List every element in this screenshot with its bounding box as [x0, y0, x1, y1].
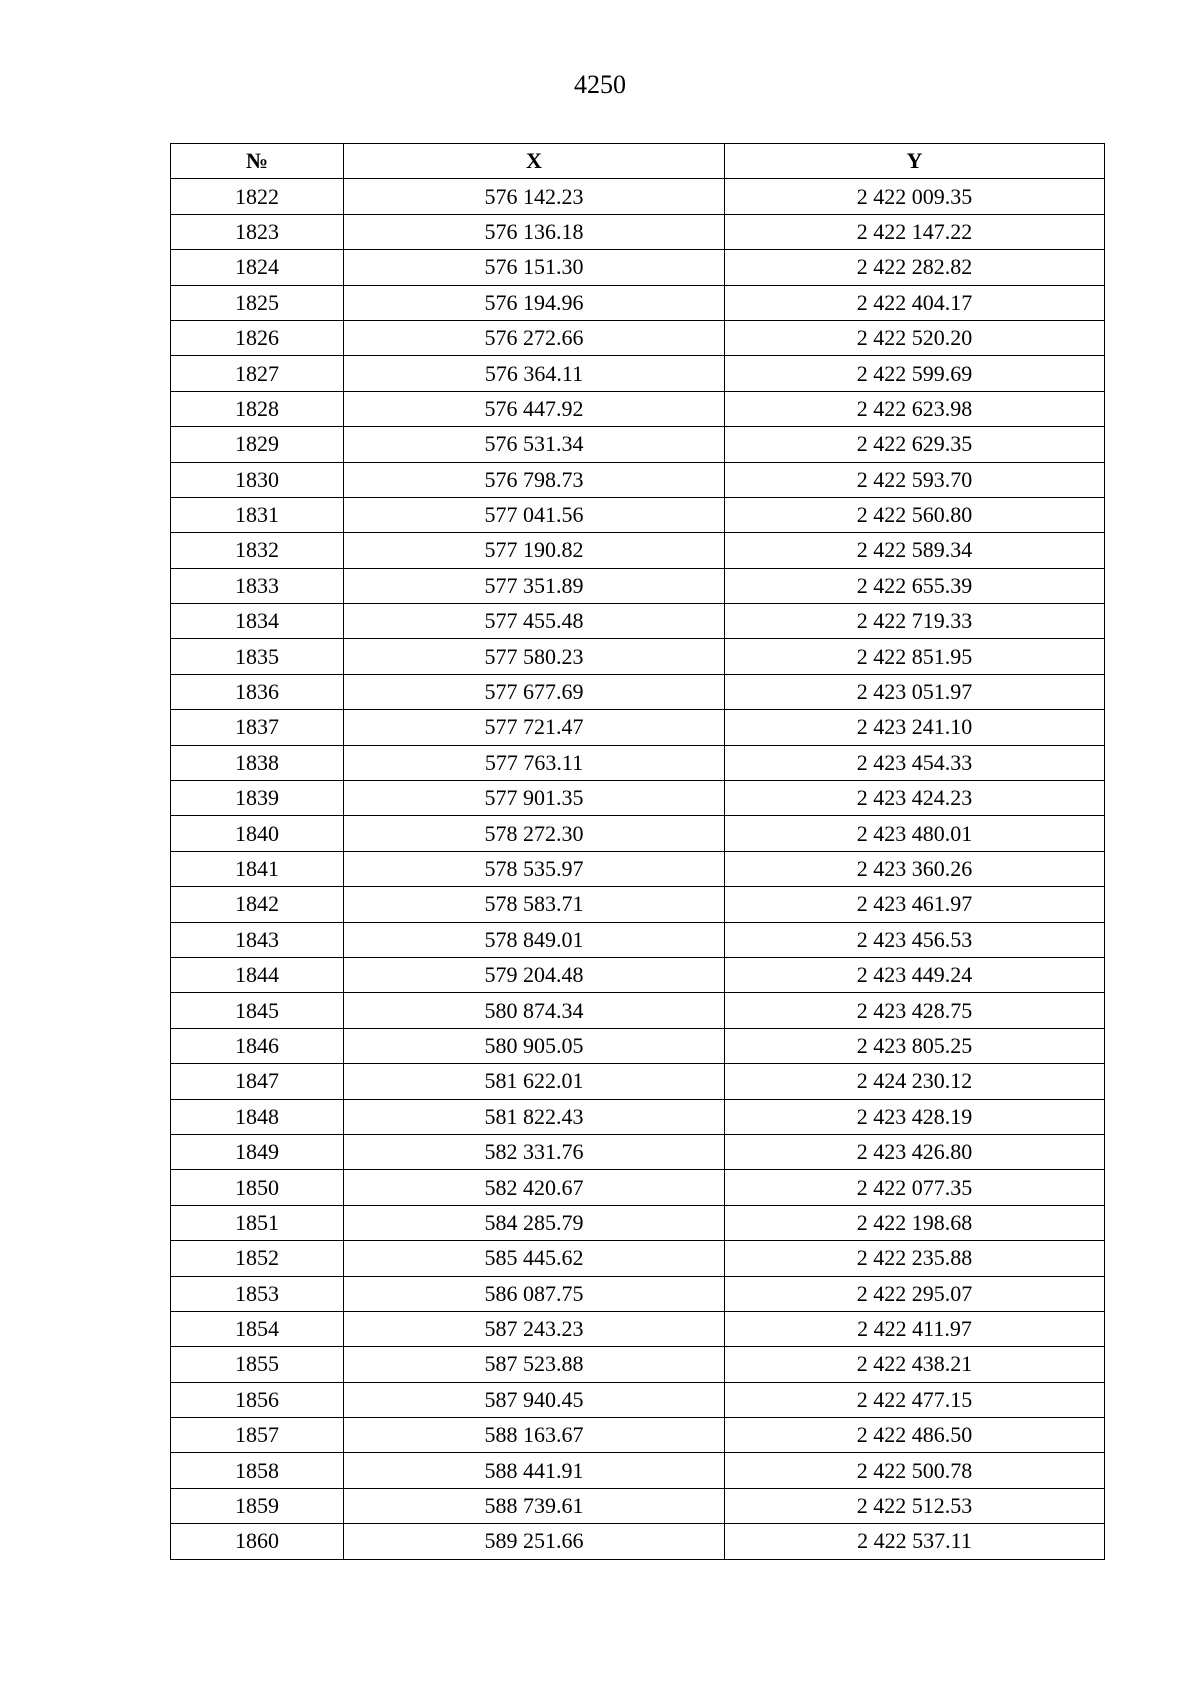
cell-number: 1826: [171, 320, 344, 355]
table-row: [171, 320, 1105, 355]
cell-y: 2 423 449.24: [725, 957, 1105, 992]
cell-y: 2 423 051.97: [725, 674, 1105, 709]
cell-number: 1828: [171, 391, 344, 426]
cell-number: 1830: [171, 462, 344, 497]
cell-number: 1850: [171, 1170, 344, 1205]
table-row: [171, 1170, 1105, 1205]
cell-number: 1852: [171, 1241, 344, 1276]
cell-x: 578 535.97: [344, 851, 725, 886]
cell-number: 1823: [171, 214, 344, 249]
cell-number: 1843: [171, 922, 344, 957]
cell-number: 1836: [171, 674, 344, 709]
cell-number: 1833: [171, 568, 344, 603]
cell-x: 576 272.66: [344, 320, 725, 355]
cell-x: 576 531.34: [344, 427, 725, 462]
cell-x: 581 622.01: [344, 1064, 725, 1099]
table-row: [171, 922, 1105, 957]
cell-x: 584 285.79: [344, 1205, 725, 1240]
table-row: [171, 1028, 1105, 1063]
cell-y: 2 422 404.17: [725, 285, 1105, 320]
cell-x: 582 420.67: [344, 1170, 725, 1205]
cell-y: 2 422 560.80: [725, 497, 1105, 532]
cell-x: 585 445.62: [344, 1241, 725, 1276]
cell-number: 1856: [171, 1382, 344, 1417]
table-row: [171, 957, 1105, 992]
cell-y: 2 422 589.34: [725, 533, 1105, 568]
page-number: 4250: [574, 70, 626, 99]
table-row: [171, 1382, 1105, 1417]
table-row: [171, 568, 1105, 603]
table-row: [171, 1453, 1105, 1488]
table-row: [171, 1241, 1105, 1276]
table-row: [171, 391, 1105, 426]
cell-y: 2 422 512.53: [725, 1488, 1105, 1523]
cell-number: 1848: [171, 1099, 344, 1134]
cell-y: 2 422 477.15: [725, 1382, 1105, 1417]
cell-x: 576 136.18: [344, 214, 725, 249]
cell-y: 2 423 426.80: [725, 1134, 1105, 1169]
table-row: [171, 887, 1105, 922]
table-row: [171, 497, 1105, 532]
header-number: №: [171, 144, 344, 179]
cell-number: 1857: [171, 1418, 344, 1453]
cell-x: 577 721.47: [344, 710, 725, 745]
cell-number: 1851: [171, 1205, 344, 1240]
cell-number: 1829: [171, 427, 344, 462]
cell-x: 576 798.73: [344, 462, 725, 497]
table-row: [171, 533, 1105, 568]
table-row: [171, 781, 1105, 816]
cell-y: 2 422 593.70: [725, 462, 1105, 497]
cell-x: 581 822.43: [344, 1099, 725, 1134]
cell-number: 1849: [171, 1134, 344, 1169]
table-row: [171, 745, 1105, 780]
cell-number: 1824: [171, 250, 344, 285]
table-row: [171, 993, 1105, 1028]
table-row: [171, 427, 1105, 462]
cell-x: 578 583.71: [344, 887, 725, 922]
cell-number: 1847: [171, 1064, 344, 1099]
cell-number: 1825: [171, 285, 344, 320]
table-body: [171, 179, 1105, 1559]
cell-number: 1842: [171, 887, 344, 922]
cell-number: 1840: [171, 816, 344, 851]
table-row: [171, 639, 1105, 674]
cell-y: 2 422 599.69: [725, 356, 1105, 391]
cell-y: 2 422 537.11: [725, 1524, 1105, 1559]
cell-y: 2 422 198.68: [725, 1205, 1105, 1240]
cell-number: 1832: [171, 533, 344, 568]
cell-number: 1845: [171, 993, 344, 1028]
header-y: Y: [725, 144, 1105, 179]
cell-x: 587 940.45: [344, 1382, 725, 1417]
cell-x: 587 243.23: [344, 1311, 725, 1346]
cell-number: 1855: [171, 1347, 344, 1382]
table-row: [171, 1311, 1105, 1346]
cell-number: 1822: [171, 179, 344, 214]
cell-y: 2 423 454.33: [725, 745, 1105, 780]
cell-y: 2 424 230.12: [725, 1064, 1105, 1099]
cell-y: 2 422 295.07: [725, 1276, 1105, 1311]
cell-number: 1858: [171, 1453, 344, 1488]
table-row: [171, 1205, 1105, 1240]
cell-y: 2 423 428.19: [725, 1099, 1105, 1134]
table-row: [171, 816, 1105, 851]
cell-x: 577 763.11: [344, 745, 725, 780]
cell-number: 1854: [171, 1311, 344, 1346]
cell-x: 576 194.96: [344, 285, 725, 320]
cell-y: 2 422 009.35: [725, 179, 1105, 214]
cell-number: 1834: [171, 604, 344, 639]
cell-x: 580 905.05: [344, 1028, 725, 1063]
cell-y: 2 422 851.95: [725, 639, 1105, 674]
cell-x: 587 523.88: [344, 1347, 725, 1382]
cell-x: 589 251.66: [344, 1524, 725, 1559]
cell-y: 2 422 486.50: [725, 1418, 1105, 1453]
table-row: [171, 1488, 1105, 1523]
cell-y: 2 422 623.98: [725, 391, 1105, 426]
cell-number: 1838: [171, 745, 344, 780]
cell-x: 580 874.34: [344, 993, 725, 1028]
cell-x: 577 677.69: [344, 674, 725, 709]
table-row: [171, 1418, 1105, 1453]
cell-y: 2 422 147.22: [725, 214, 1105, 249]
table-row: [171, 214, 1105, 249]
cell-y: 2 422 411.97: [725, 1311, 1105, 1346]
cell-x: 586 087.75: [344, 1276, 725, 1311]
cell-number: 1853: [171, 1276, 344, 1311]
table-row: [171, 179, 1105, 214]
table-row: [171, 1064, 1105, 1099]
cell-number: 1860: [171, 1524, 344, 1559]
cell-y: 2 422 655.39: [725, 568, 1105, 603]
cell-x: 577 041.56: [344, 497, 725, 532]
cell-x: 576 447.92: [344, 391, 725, 426]
cell-number: 1837: [171, 710, 344, 745]
table-row: [171, 250, 1105, 285]
table-header-row: [171, 144, 1105, 179]
table-row: [171, 604, 1105, 639]
table-row: [171, 462, 1105, 497]
cell-y: 2 423 424.23: [725, 781, 1105, 816]
cell-x: 588 163.67: [344, 1418, 725, 1453]
table-row: [171, 285, 1105, 320]
cell-x: 576 142.23: [344, 179, 725, 214]
table-row: [171, 1134, 1105, 1169]
cell-x: 582 331.76: [344, 1134, 725, 1169]
cell-x: 576 364.11: [344, 356, 725, 391]
cell-y: 2 423 360.26: [725, 851, 1105, 886]
cell-x: 578 849.01: [344, 922, 725, 957]
cell-y: 2 422 500.78: [725, 1453, 1105, 1488]
table-row: [171, 674, 1105, 709]
cell-x: 577 190.82: [344, 533, 725, 568]
cell-number: 1827: [171, 356, 344, 391]
cell-number: 1839: [171, 781, 344, 816]
cell-y: 2 423 805.25: [725, 1028, 1105, 1063]
cell-x: 576 151.30: [344, 250, 725, 285]
table-row: [171, 1524, 1105, 1559]
cell-x: 579 204.48: [344, 957, 725, 992]
cell-x: 578 272.30: [344, 816, 725, 851]
cell-x: 588 441.91: [344, 1453, 725, 1488]
cell-y: 2 422 077.35: [725, 1170, 1105, 1205]
cell-y: 2 423 428.75: [725, 993, 1105, 1028]
cell-number: 1844: [171, 957, 344, 992]
table-row: [171, 851, 1105, 886]
table-row: [171, 1347, 1105, 1382]
cell-y: 2 422 629.35: [725, 427, 1105, 462]
cell-y: 2 423 461.97: [725, 887, 1105, 922]
cell-x: 577 901.35: [344, 781, 725, 816]
cell-x: 577 580.23: [344, 639, 725, 674]
cell-y: 2 422 719.33: [725, 604, 1105, 639]
cell-y: 2 423 456.53: [725, 922, 1105, 957]
cell-y: 2 422 520.20: [725, 320, 1105, 355]
cell-number: 1831: [171, 497, 344, 532]
cell-number: 1846: [171, 1028, 344, 1063]
cell-x: 577 455.48: [344, 604, 725, 639]
cell-y: 2 423 241.10: [725, 710, 1105, 745]
cell-y: 2 422 438.21: [725, 1347, 1105, 1382]
cell-y: 2 422 235.88: [725, 1241, 1105, 1276]
header-x: X: [344, 144, 725, 179]
cell-x: 588 739.61: [344, 1488, 725, 1523]
table-row: [171, 1099, 1105, 1134]
cell-number: 1835: [171, 639, 344, 674]
cell-y: 2 423 480.01: [725, 816, 1105, 851]
cell-y: 2 422 282.82: [725, 250, 1105, 285]
cell-x: 577 351.89: [344, 568, 725, 603]
cell-number: 1859: [171, 1488, 344, 1523]
table-row: [171, 356, 1105, 391]
table-row: [171, 710, 1105, 745]
table-row: [171, 1276, 1105, 1311]
cell-number: 1841: [171, 851, 344, 886]
coordinates-table: [170, 143, 1105, 1560]
